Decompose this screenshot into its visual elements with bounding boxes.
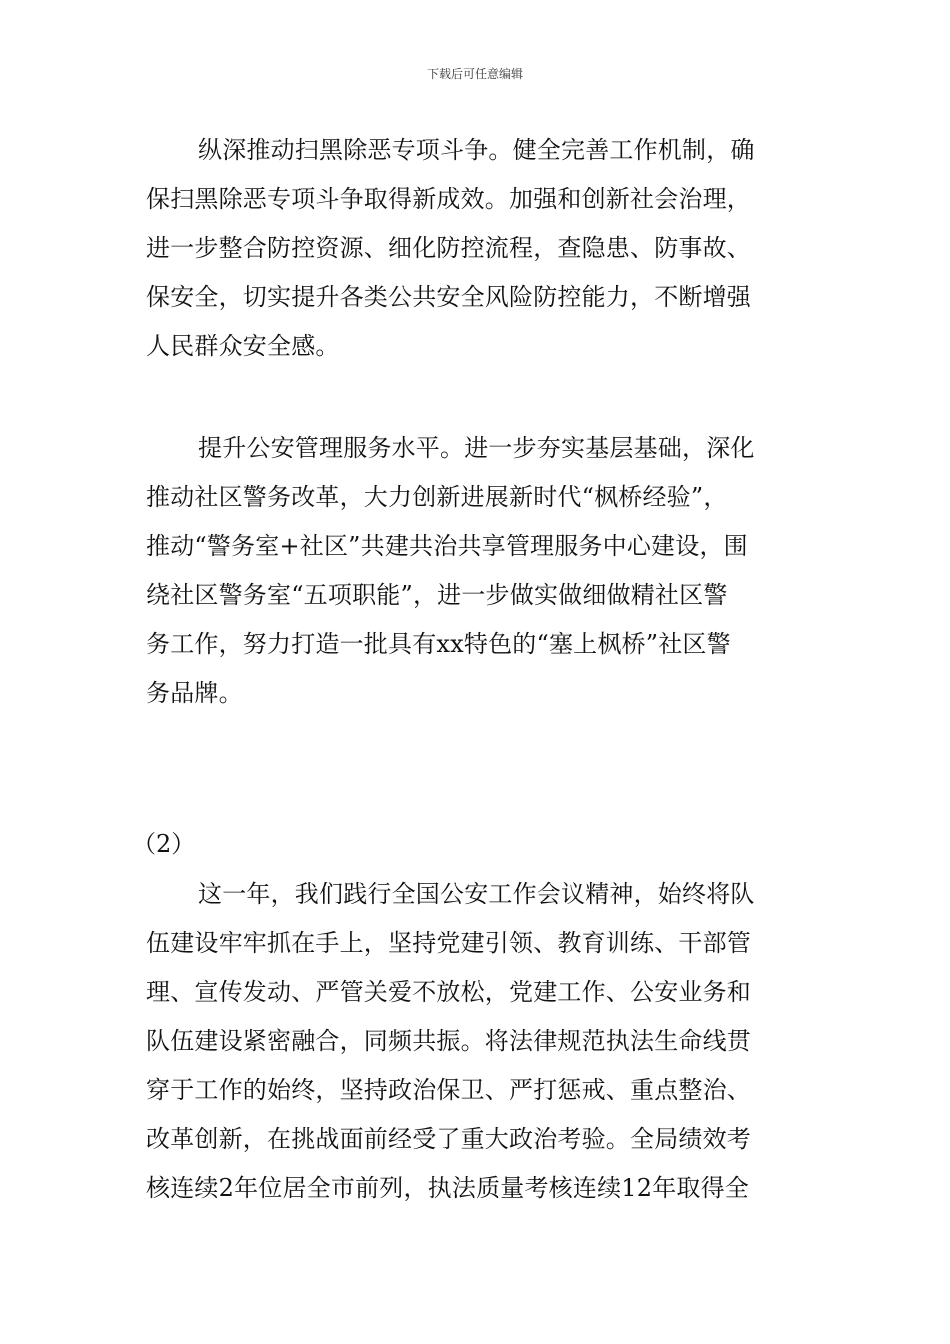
paragraph-line: 改革创新，在挑战面前经受了重大政治考验。全局绩效考 — [146, 1125, 751, 1153]
paragraph-line: 纵深推动扫黑除恶专项斗争。健全完善工作机制，确 — [198, 136, 755, 164]
paragraph-line: 提升公安管理服务水平。进一步夯实基层基础，深化 — [198, 434, 755, 462]
paragraph-line: 推动“警务室+社区”共建共治共享管理服务中心建设，围 — [146, 532, 748, 560]
paragraph-line: 绕社区警务室“五项职能”，进一步做实做细做精社区警 — [146, 581, 728, 609]
paragraph-line: 务品牌。 — [146, 679, 243, 707]
paragraph-line: 队伍建设紧密融合，同频共振。将法律规范执法生命线贯 — [146, 1027, 751, 1055]
paragraph-line: 人民群众安全感。 — [146, 332, 340, 360]
section-marker: （2） — [132, 830, 196, 858]
paragraph-police-service — [146, 424, 806, 718]
paragraph-line: 这一年，我们践行全国公安工作会议精神，始终将队 — [198, 880, 755, 908]
paragraph-line: 理、宣传发动、严管关爱不放松，党建工作、公安业务和 — [146, 978, 751, 1006]
paragraph-line: 务工作，努力打造一批具有xx特色的“塞上枫桥”社区警 — [146, 630, 731, 658]
paragraph-anti-crime — [146, 126, 806, 371]
paragraph-line: 进一步整合防控资源、细化防控流程，查隐患、防事故、 — [146, 234, 751, 262]
paragraph-line: 伍建设牢牢抓在手上，坚持党建引领、教育训练、干部管 — [146, 929, 751, 957]
paragraph-line: 核连续2年位居全市前列，执法质量考核连续12年取得全 — [146, 1174, 750, 1202]
paragraph-team-building — [146, 870, 806, 1213]
page-header-note: 下载后可任意编辑 — [426, 67, 523, 81]
paragraph-line: 穿于工作的始终，坚持政治保卫、严打惩戒、重点整治、 — [146, 1076, 751, 1104]
paragraph-line: 保扫黑除恶专项斗争取得新成效。加强和创新社会治理， — [146, 185, 751, 213]
paragraph-line: 推动社区警务改革，大力创新进展新时代“枫桥经验”， — [146, 483, 728, 511]
paragraph-line: 保安全，切实提升各类公共安全风险防控能力，不断增强 — [146, 283, 751, 311]
